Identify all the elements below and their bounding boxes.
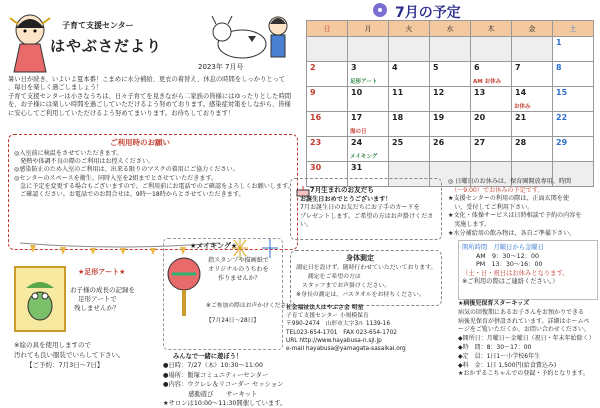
measurement-line: 測定をご希望の方は <box>296 274 361 280</box>
meiking-line: 作りませんか？ <box>218 275 261 282</box>
calendar-day <box>389 87 430 112</box>
day-number: 12 <box>433 88 445 97</box>
hours-body <box>462 244 596 287</box>
info-line: （～9:00）でお休みの予定です。 <box>448 186 544 194</box>
weekday-header: 火 <box>389 21 430 37</box>
cow-boy-illustration <box>208 6 300 70</box>
day-number: 6 <box>474 63 480 72</box>
uchiwa-fan-illustration <box>166 256 206 324</box>
intro-line: 子育て支援センターは小さなうちは、日々子育てを見きながら二家族の皆様にはゆったりとした時間 <box>8 92 292 100</box>
calendar-day <box>430 62 471 87</box>
sickcare-line: ージをご覧いただくか、お問い合わせください。 <box>458 326 590 334</box>
day-number: 15 <box>556 88 568 97</box>
day-number: 28 <box>515 138 527 147</box>
morning-glory-icon <box>372 2 392 22</box>
day-number: 17 <box>351 113 363 122</box>
address-mail[interactable]: e-mail hayabusa@yamagata-sasaikai.org <box>286 346 406 353</box>
calendar-empty-cell <box>307 37 348 62</box>
meiking-note: ※ご参加の際はお声かけください！ <box>206 303 298 309</box>
notice-line: ご確認ください。お電話でのお問合せは、9時～18時からとさせていただきます。 <box>14 191 245 199</box>
meiking-dates: 【7月24日～28日】 <box>206 318 260 324</box>
hours-line: AM 9：30～12：00 <box>476 252 539 260</box>
frog-card-illustration <box>14 266 66 336</box>
meiking-line: オリジナルのうちわを <box>208 266 269 273</box>
measurement-line: ※身長の測定は、バスタオルをお持ちください。 <box>296 292 425 298</box>
org-name: 子育て支援センター <box>62 21 134 30</box>
calendar-day <box>471 137 512 162</box>
notice-line: ◎感染防止のため入室のご利用は、出来る限りのマスクの着用にご協力ください。 <box>14 166 239 174</box>
meiking-title: ★メイキング★ <box>190 242 238 250</box>
fingerart-line: 残しませんか？ <box>74 304 120 312</box>
day-number: 22 <box>556 113 568 122</box>
info-line: ★支援センターの利用の際は、正面玄関を使 <box>448 195 569 203</box>
sickcare-line: 病気の回復期にあるお子さんをお預かりできる <box>458 308 585 316</box>
day-number: 25 <box>392 138 404 147</box>
calendar-empty-cell <box>512 37 553 62</box>
calendar-day <box>348 112 389 137</box>
calendar-day <box>512 62 553 87</box>
address-sub: 子育て支援センター 小規模保育 <box>286 313 369 320</box>
measurement-body <box>296 264 440 300</box>
day-number: 29 <box>556 138 568 147</box>
hours-line: （土・日・祝日はお休みとなります。 <box>462 269 569 277</box>
calendar-event: AM お休み <box>473 79 502 85</box>
measurement-title: 身体測定 <box>346 254 374 262</box>
fingerart-foot-line: 汚れても良い服装でいらして下さい。 <box>14 351 125 359</box>
day-number: 24 <box>351 138 363 147</box>
fingerart-foot-line: 【ご予約：7月3日～7日】 <box>26 361 104 369</box>
intro-line: を、お子様には楽しい時間を過ごしていただけるよう努めております。感染症対策をしながら、皆様 <box>8 101 291 109</box>
sick-child-care-section <box>458 300 598 379</box>
birthday-body <box>300 196 438 230</box>
info-line: ★水分補給用の飲み物は、各自ご準備下さい。 <box>448 229 576 237</box>
info-line: ◎ 日曜日のお休みは、保育園開放専用、時間 <box>448 178 572 185</box>
sickcare-line: ◆開所日：月曜日～金曜日（祝日・年末年始除く） <box>458 335 595 343</box>
day-number: 9 <box>310 88 316 97</box>
address-tel: TEL023-654-1701 FAX 023-654-1702 <box>286 329 397 336</box>
play-line: ●日時：7/27（木）10:30～11:00 <box>163 362 264 370</box>
weekday-header: 水 <box>430 21 471 37</box>
notice-line: 発熱や体調不良の際のご利用はお控えください。 <box>14 158 155 166</box>
notice-line: ◎センターのスペースを衛生、同時入室を2組までとさせていただきます。 <box>14 174 218 182</box>
calendar-table <box>306 20 594 187</box>
calendar-day <box>553 62 594 87</box>
right-info <box>448 178 596 238</box>
address-url[interactable]: URL http://www.hayabusa-n.sjl.jp <box>286 337 382 344</box>
notice-line: 急に予定を変更する場合もございますので、ご利用前にお電話でのご確認をよろしくお願いします。 <box>14 182 294 190</box>
fingerart-body <box>70 286 158 313</box>
calendar-day <box>553 137 594 162</box>
calendar-empty-cell <box>389 37 430 62</box>
play-line: ★サロンは10:00～11:30開催しています。 <box>163 400 287 408</box>
calendar-day <box>512 87 553 112</box>
calendar-day <box>307 87 348 112</box>
calendar-event: 足形アート <box>350 79 378 85</box>
issue-date: 2023年 7月号 <box>198 63 244 71</box>
notice-title: ご利用時のお願い <box>110 138 170 147</box>
calendar-day <box>348 87 389 112</box>
calendar-title: 7月の予定 <box>395 5 461 21</box>
calendar-day <box>430 137 471 162</box>
hime-illustration <box>6 10 54 78</box>
weekday-header: 土 <box>553 21 594 37</box>
calendar-event: メイキング <box>350 154 378 160</box>
play-title: みんなで一緒に遊ぼう！ <box>173 353 243 360</box>
day-number: 7 <box>515 63 521 72</box>
intro-text <box>8 76 298 118</box>
address-block <box>286 304 456 353</box>
day-number: 30 <box>310 163 322 172</box>
sickcare-title: ★病後児保育スターキッズ <box>458 300 530 307</box>
sickcare-line: ◆時 間：8：30～17：00 <box>458 343 532 351</box>
birthday-line: プレゼントします。ご希望の方はお声掛けください。 <box>300 212 434 229</box>
measurement-line: 測定日を設けず、随時行わせていただいております。 <box>296 265 437 271</box>
calendar-empty-cell <box>348 37 389 62</box>
calendar-day <box>430 87 471 112</box>
calendar-day <box>389 62 430 87</box>
day-number: 10 <box>351 88 363 97</box>
fingerart-title: ★足形アート★ <box>78 268 126 276</box>
info-line: 実施します。 <box>448 220 491 228</box>
hours-line: 開所時間 月曜日から金曜日 <box>462 244 544 251</box>
intro-line: 暑い日が続き、いよいよ夏本番！こまめに水分補給、更衣の着替え、休息の時間をしっかりとって <box>8 76 286 83</box>
fingerart-foot-line: ※絵の具を使用しますので <box>14 341 91 349</box>
day-number: 19 <box>433 113 445 122</box>
hours-line: PM 13：30～16：00 <box>476 261 543 269</box>
calendar-empty-cell <box>471 37 512 62</box>
day-number: 20 <box>474 113 486 122</box>
birthday-line: お誕生日おめでとうございます！ <box>300 196 392 203</box>
day-number: 8 <box>556 63 562 72</box>
address-org: 社会福祉法人はやぶさ会 明星 <box>286 305 364 311</box>
newsletter-title: はやぶさだより <box>50 37 163 55</box>
sickcare-line: ◆定 員：1日1～小学校6年生 <box>458 352 541 360</box>
calendar-day <box>430 112 471 137</box>
day-number: 2 <box>310 63 316 72</box>
day-number: 21 <box>515 113 527 122</box>
calendar-day <box>389 137 430 162</box>
play-line: 感動遊び サーキット <box>163 390 258 398</box>
day-number: 13 <box>474 88 486 97</box>
day-number: 16 <box>310 113 322 122</box>
calendar-day <box>512 137 553 162</box>
info-line: ★文化・体操サービスは日時相談で予約の内容を <box>448 212 582 220</box>
calendar-day <box>471 87 512 112</box>
meiking-body <box>208 256 278 283</box>
day-number: 3 <box>351 63 357 72</box>
day-number: 1 <box>556 38 562 47</box>
day-number: 18 <box>392 113 404 122</box>
calendar-day <box>348 137 389 162</box>
notice-body <box>14 150 294 199</box>
meiking-line: 指スタンプや描画紙で <box>208 257 269 264</box>
sickcare-line: 病後児保育が併設されています。詳細はホームペ <box>458 317 590 325</box>
weekday-header: 月 <box>348 21 389 37</box>
calendar-day <box>471 112 512 137</box>
address-postal: 〒990-2474 山形市大字3ル 1139-16 <box>286 321 391 328</box>
intro-line: に安心してご利用していただけるよう努めてまいります。お待ちしております！ <box>8 109 235 117</box>
calendar-day <box>389 112 430 137</box>
weekday-header: 金 <box>512 21 553 37</box>
day-number: 23 <box>310 138 322 147</box>
notice-line: ◎入室前に検温をさせていただきます。 <box>14 150 123 157</box>
weekday-header: 木 <box>471 21 512 37</box>
info-line: い、受付してご利用下さい。 <box>448 203 534 211</box>
day-number: 31 <box>351 163 363 172</box>
calendar-day <box>512 112 553 137</box>
calendar-day <box>307 62 348 87</box>
calendar-event: 海の日 <box>350 129 367 135</box>
fingerart-line: お子様の成長の記録を <box>70 286 135 294</box>
day-number: 4 <box>392 63 398 72</box>
calendar-day <box>553 112 594 137</box>
birthday-line: 7月お誕生日のお友だちにお子手のカードを <box>300 204 420 212</box>
calendar-empty-cell <box>430 37 471 62</box>
calendar-day <box>471 62 512 87</box>
sickcare-line: ◆料 金：1日 1,500円(給食費込み) <box>458 361 557 369</box>
play-line: ●内容：ウクレレ＆リコーダー セッション <box>163 381 284 389</box>
sickcare-line: ★おかずるこちゃんでの登録・予約となります。 <box>458 370 589 378</box>
calendar-event: お休み <box>514 104 531 110</box>
intro-line: 、毎日を楽しく過ごしましょう！ <box>8 84 103 92</box>
weekday-header: 日 <box>307 21 348 37</box>
measurement-line: スタッフまでお声掛けください。 <box>296 283 391 289</box>
day-number: 26 <box>433 138 445 147</box>
day-number: 14 <box>515 88 527 97</box>
calendar-day <box>307 112 348 137</box>
calendar-day <box>348 62 389 87</box>
fingerart-foot <box>14 340 158 370</box>
day-number: 27 <box>474 138 486 147</box>
play-line: ●場所：飯塚コミュニティーセンター <box>163 371 269 379</box>
day-number: 11 <box>392 88 404 97</box>
calendar-day <box>553 37 594 62</box>
day-number: 5 <box>433 63 439 72</box>
calendar-day <box>553 87 594 112</box>
hours-line: ※ご利用の際はご連絡ください。） <box>462 278 559 286</box>
birthday-title: 7月生まれのお友だち <box>310 186 374 194</box>
calendar-day <box>307 137 348 162</box>
fingerart-line: 足形アートで <box>78 295 117 303</box>
